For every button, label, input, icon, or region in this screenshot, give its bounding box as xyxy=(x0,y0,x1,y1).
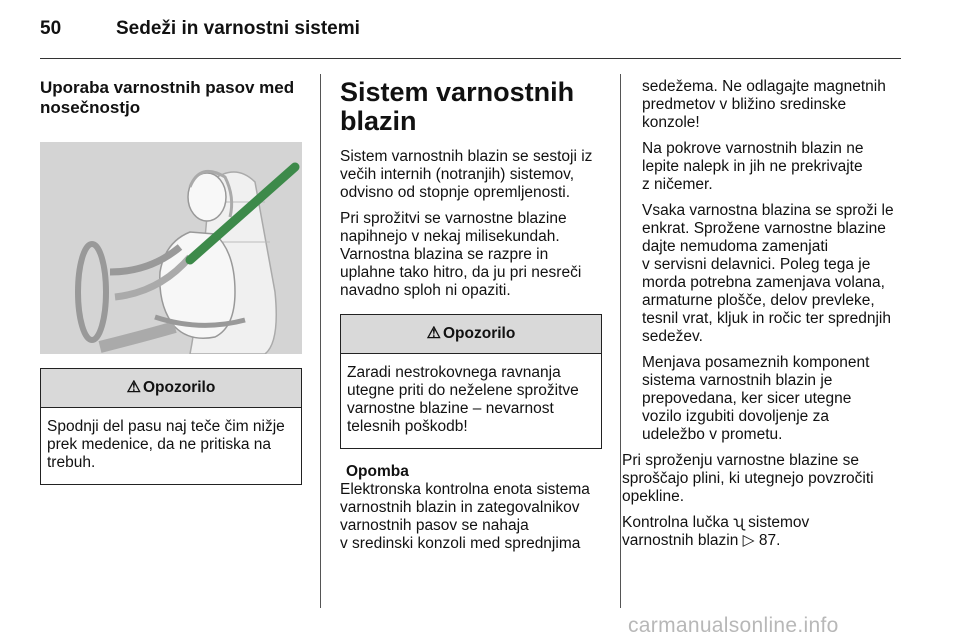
column-divider-2 xyxy=(620,74,621,608)
warning-header xyxy=(41,369,301,408)
warning-header xyxy=(341,315,601,354)
chapter-title: Sedeži in varnostni sistemi xyxy=(116,18,360,39)
warning-title: Opozorilo xyxy=(143,379,216,396)
col3-paragraph-6: Kontrolna lučka ʯ sistemov varnostnih blazin ▷ 87. xyxy=(622,514,810,549)
warning-triangle-icon: ⚠ xyxy=(126,379,141,396)
column-3 xyxy=(622,78,907,558)
column-divider-1 xyxy=(320,74,321,608)
warning-title: Opozorilo xyxy=(443,325,516,342)
page-header xyxy=(40,18,900,52)
watermark: carmanualsonline.info xyxy=(628,614,839,637)
col3-paragraph-5: Pri sproženju varnostne blazine se sproščajo plini, ki utegnejo povzročiti opekline. xyxy=(622,452,874,505)
warning-text: Spodnji del pasu naj teče čim nižje prek medenice, da ne pritiska na trebuh. xyxy=(47,418,285,471)
airbag-paragraph-1: Sistem varnostnih blazin se sestoji iz večih internih (notranjih) sistemov, odvisno od stopnje opremljenosti. xyxy=(340,148,593,201)
airbag-paragraph-2: Pri sprožitvi se varnostne blazine napihnejo v nekaj milisekundah. Varnostna blazina se razpre in uplahne tako hitro, da ju pri nesreči navadno sploh ni opaziti. xyxy=(340,210,582,299)
header-divider xyxy=(40,58,901,59)
section-heading-pregnancy: Uporaba varnostnih pasov med nosečnostjo xyxy=(40,78,295,117)
airbag-indicator-icon: ʯ xyxy=(733,514,744,531)
reference-arrow-icon: ▷ xyxy=(742,532,755,549)
warning-box-airbag xyxy=(340,314,602,449)
col3-paragraph-4: Menjava posameznih komponent sistema varnostnih blazin je prepovedana, ker sicer utegne vozilo izgubiti dovoljenje za udeležbo v prometu. xyxy=(642,354,870,443)
indented-block xyxy=(622,78,907,444)
warning-triangle-icon: ⚠ xyxy=(426,325,441,342)
column-2 xyxy=(340,78,602,561)
note-text: Elektronska kontrolna enota sistema varnostnih blazin in zategovalnikov varnostnih pasov se nahaja v sredinski konzoli med sprednjima xyxy=(340,481,590,552)
col3-paragraph-3: Vsaka varnostna blazina se sproži le enkrat. Sprožene varnostne blazine dajte nemudoma zamenjati v servisni delavnici. Poleg tega je morda potrebna zamenjava volana, armaturne plošče, delov prevleke, tesnil vrat, kljuk in ročic ter sprednjih sedežev. xyxy=(642,202,894,345)
warning-box-pregnancy xyxy=(40,368,302,485)
col3-paragraph-2: Na pokrove varnostnih blazin ne lepite nalepk in jih ne prekrivajte z ničemer. xyxy=(642,140,864,193)
warning-text: Zaradi nestrokovnega ravnanja utegne priti do neželene sprožitve varnostne blazine – nevarnost telesnih poškodb! xyxy=(347,364,579,435)
column-1 xyxy=(40,78,302,485)
pregnant-driver-illustration xyxy=(40,142,302,354)
page-number: 50 xyxy=(40,18,62,39)
note-title: Opomba xyxy=(346,463,409,480)
col3-paragraph-1: sedežema. Ne odlagajte magnetnih predmetov v bližino sredinske konzole! xyxy=(642,78,886,131)
section-heading-airbag: Sistem varnostnih blazin xyxy=(340,77,575,136)
